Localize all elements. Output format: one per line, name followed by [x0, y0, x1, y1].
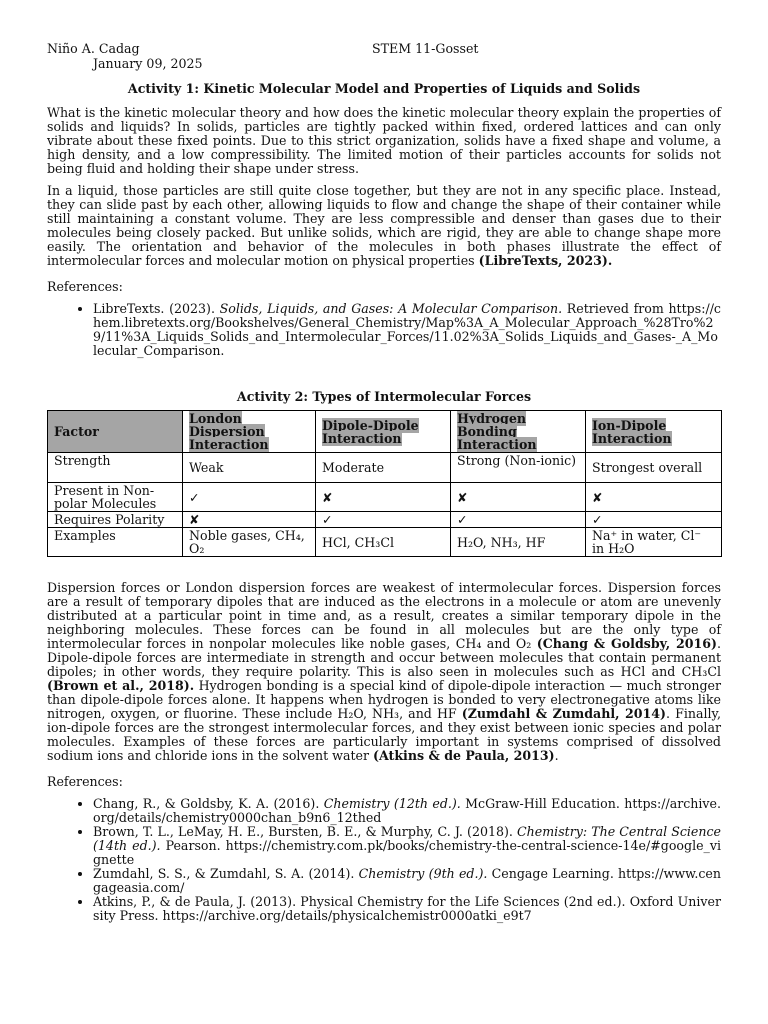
check-icon: ✓ — [183, 483, 316, 512]
citation: (Atkins & de Paula, 2013) — [373, 748, 555, 763]
table-header-cell: Factor — [48, 411, 183, 453]
cross-icon: ✘ — [316, 483, 451, 512]
citation: (Zumdahl & Zumdahl, 2014) — [461, 706, 667, 721]
activity1-paragraph-2 — [47, 184, 721, 268]
reference-lead: Zumdahl, S. S., & Zumdahl, S. A. (2014). — [93, 866, 359, 881]
table-cell: Noble gases, CH₄, O₂ — [183, 528, 316, 557]
table-row — [48, 528, 722, 557]
activity1-reference-list — [47, 302, 721, 358]
table-cell: HCl, CH₃Cl — [316, 528, 451, 557]
table-cell: Present in Non-polar Molecules — [48, 483, 183, 512]
table-cell: Strength — [48, 453, 183, 483]
table-row — [48, 483, 722, 512]
reference-item — [93, 302, 721, 358]
table-cell: Strongest overall — [586, 453, 722, 483]
reference-tail: Cengage Learning. https://www.cengageasia.com/ — [93, 866, 721, 895]
student-name: Niño A. Cadag — [47, 41, 140, 56]
reference-item — [93, 825, 721, 867]
reference-item — [93, 867, 721, 895]
table-cell: Na⁺ in water, Cl⁻ in H₂O — [586, 528, 722, 557]
table-header-text: Ion-Dipole Interaction — [592, 417, 672, 446]
paragraph-text: Dispersion forces or London dispersion forces are weakest of intermolecular forces. Dispersion forces are a result of temporary dipoles that are induced as the electrons in a molecule or atom are unevenly distributed at a particular point in time and, as a result, creates a similar temporary dipole in the neighboring molecules. These forces can be found in all molecules but are the only type of intermolecular forces in nonpolar molecules like noble gases, CH₄ and O₂ — [47, 580, 721, 651]
table-header-text: Hydrogen Bonding Interaction — [457, 411, 537, 452]
table-cell: Requires Polarity — [48, 512, 183, 528]
check-icon: ✓ — [316, 512, 451, 528]
cross-icon: ✘ — [183, 512, 316, 528]
table-header-text: Dipole-Dipole Interaction — [322, 417, 419, 446]
table-header-text: London Dispersion Interaction — [189, 411, 269, 452]
activity2-paragraph — [47, 581, 721, 763]
document-page — [47, 42, 721, 923]
reference-lead: LibreTexts. (2023). — [93, 301, 220, 316]
citation-libretexts: (LibreTexts, 2023). — [478, 253, 613, 268]
table-row — [48, 453, 722, 483]
class-section: STEM 11-Gosset — [372, 41, 479, 56]
document-date: January 09, 2025 — [93, 56, 203, 71]
activity1-paragraph-2-text: In a liquid, those particles are still quite close together, but they are not in any specific place. Instead, they can slide past by each other, allowing liquids to flow and change the shape of their container while still maintaining a constant volume. They are less compressible and denser than gases due to their molecules being closely packed. But unlike solids, which are rigid, they are able to change shape more easily. The orientation and behavior of the molecules in both phases illustrate the effect of intermolecular forces and molecular motion on physical properties — [47, 183, 721, 268]
reference-title: Chemistry (9th ed.). — [358, 866, 488, 881]
reference-title: Chemistry: The Central Science (14th ed.). — [93, 824, 721, 853]
reference-item — [93, 797, 721, 825]
activity2-reference-list — [47, 797, 721, 923]
paragraph-text: . Dipole-dipole forces are intermediate in strength and occur between molecules that contain permanent dipoles; in other words, they require polarity. This is also seen in molecules such as HCl and CH₃Cl — [47, 636, 721, 679]
activity2-title: Activity 2: Types of Intermolecular Forces — [236, 389, 532, 404]
paragraph-text: Hydrogen bonding is a special kind of dipole-dipole interaction — much stronger than dipole-dipole forces alone. It happens when hydrogen is bonded to very electronegative atoms like nitrogen, oxygen, or fluorine. These include H₂O, NH₃, and HF — [47, 678, 721, 721]
imf-table — [47, 410, 722, 557]
citation: (Chang & Goldsby, 2016) — [536, 636, 717, 651]
reference-lead: Atkins, P., & de Paula, J. (2013). Physical Chemistry for the Life Sciences (2nd ed.). Oxford University Press. https://archive.org/details/physicalchemistr0000atki_e9t7 — [93, 894, 721, 923]
reference-lead: Brown, T. L., LeMay, H. E., Bursten, B. E., & Murphy, C. J. (2018). — [93, 824, 518, 839]
table-header-cell — [183, 411, 316, 453]
reference-tail: McGraw-Hill Education. https://archive.org/details/chemistry0000chan_b9n6_12thed — [93, 796, 722, 825]
table-header-cell — [586, 411, 722, 453]
table-cell: Weak — [183, 453, 316, 483]
cross-icon: ✘ — [586, 483, 722, 512]
citation: (Brown et al., 2018). — [47, 678, 195, 693]
cross-icon: ✘ — [451, 483, 586, 512]
paragraph-text: . Finally, ion-dipole forces are the strongest intermolecular forces, and they exist between ionic species and polar molecules. Examples of these forces are particularly important in systems comprised of dissolved sodium ions and chloride ions in the solvent water — [47, 706, 721, 763]
table-header-row — [48, 411, 722, 453]
reference-lead: Chang, R., & Goldsby, K. A. (2016). — [93, 796, 324, 811]
reference-item — [93, 895, 721, 923]
header-row — [47, 42, 721, 57]
check-icon: ✓ — [586, 512, 722, 528]
paragraph-text: . — [554, 748, 559, 763]
activity1-title: Activity 1: Kinetic Molecular Model and Properties of Liquids and Solids — [127, 81, 641, 96]
reference-title: Chemistry (12th ed.). — [323, 796, 461, 811]
reference-tail: Retrieved from https://chem.libretexts.org/Bookshelves/General_Chemistry/Map%3A_A_Molecular_Approach_%28Tro%29/11%3A_Liquids_Solids_and_Intermolecular_Forces/11.02%3A_Solids_Liquids_and_Gases-_A_Molecular_Comparison. — [93, 301, 721, 358]
activity2-references-label: References: — [47, 774, 123, 789]
reference-tail: Pearson. https://chemistry.com.pk/books/chemistry-the-central-science-14e/#google_vignette — [93, 838, 721, 867]
table-cell: Moderate — [316, 453, 451, 483]
table-header-cell — [451, 411, 586, 453]
table-cell: Strong (Non-ionic) — [451, 453, 586, 483]
table-cell: H₂O, NH₃, HF — [451, 528, 586, 557]
activity1-paragraph-1: What is the kinetic molecular theory and how does the kinetic molecular theory explain the properties of solids and liquids? In solids, particles are tightly packed within fixed, ordered lattices and can only vibrate about these fixed points. Due to this strict organization, solids have a fixed shape and volume, a high density, and a low compressibility. The limited motion of their particles accounts for solids not being fluid and holding their shape under stress. — [47, 105, 721, 176]
activity1-references-label: References: — [47, 279, 123, 294]
check-icon: ✓ — [451, 512, 586, 528]
table-cell: Examples — [48, 528, 183, 557]
table-row — [48, 512, 722, 528]
reference-title: Solids, Liquids, and Gases: A Molecular Comparison. — [219, 301, 563, 316]
table-header-cell — [316, 411, 451, 453]
